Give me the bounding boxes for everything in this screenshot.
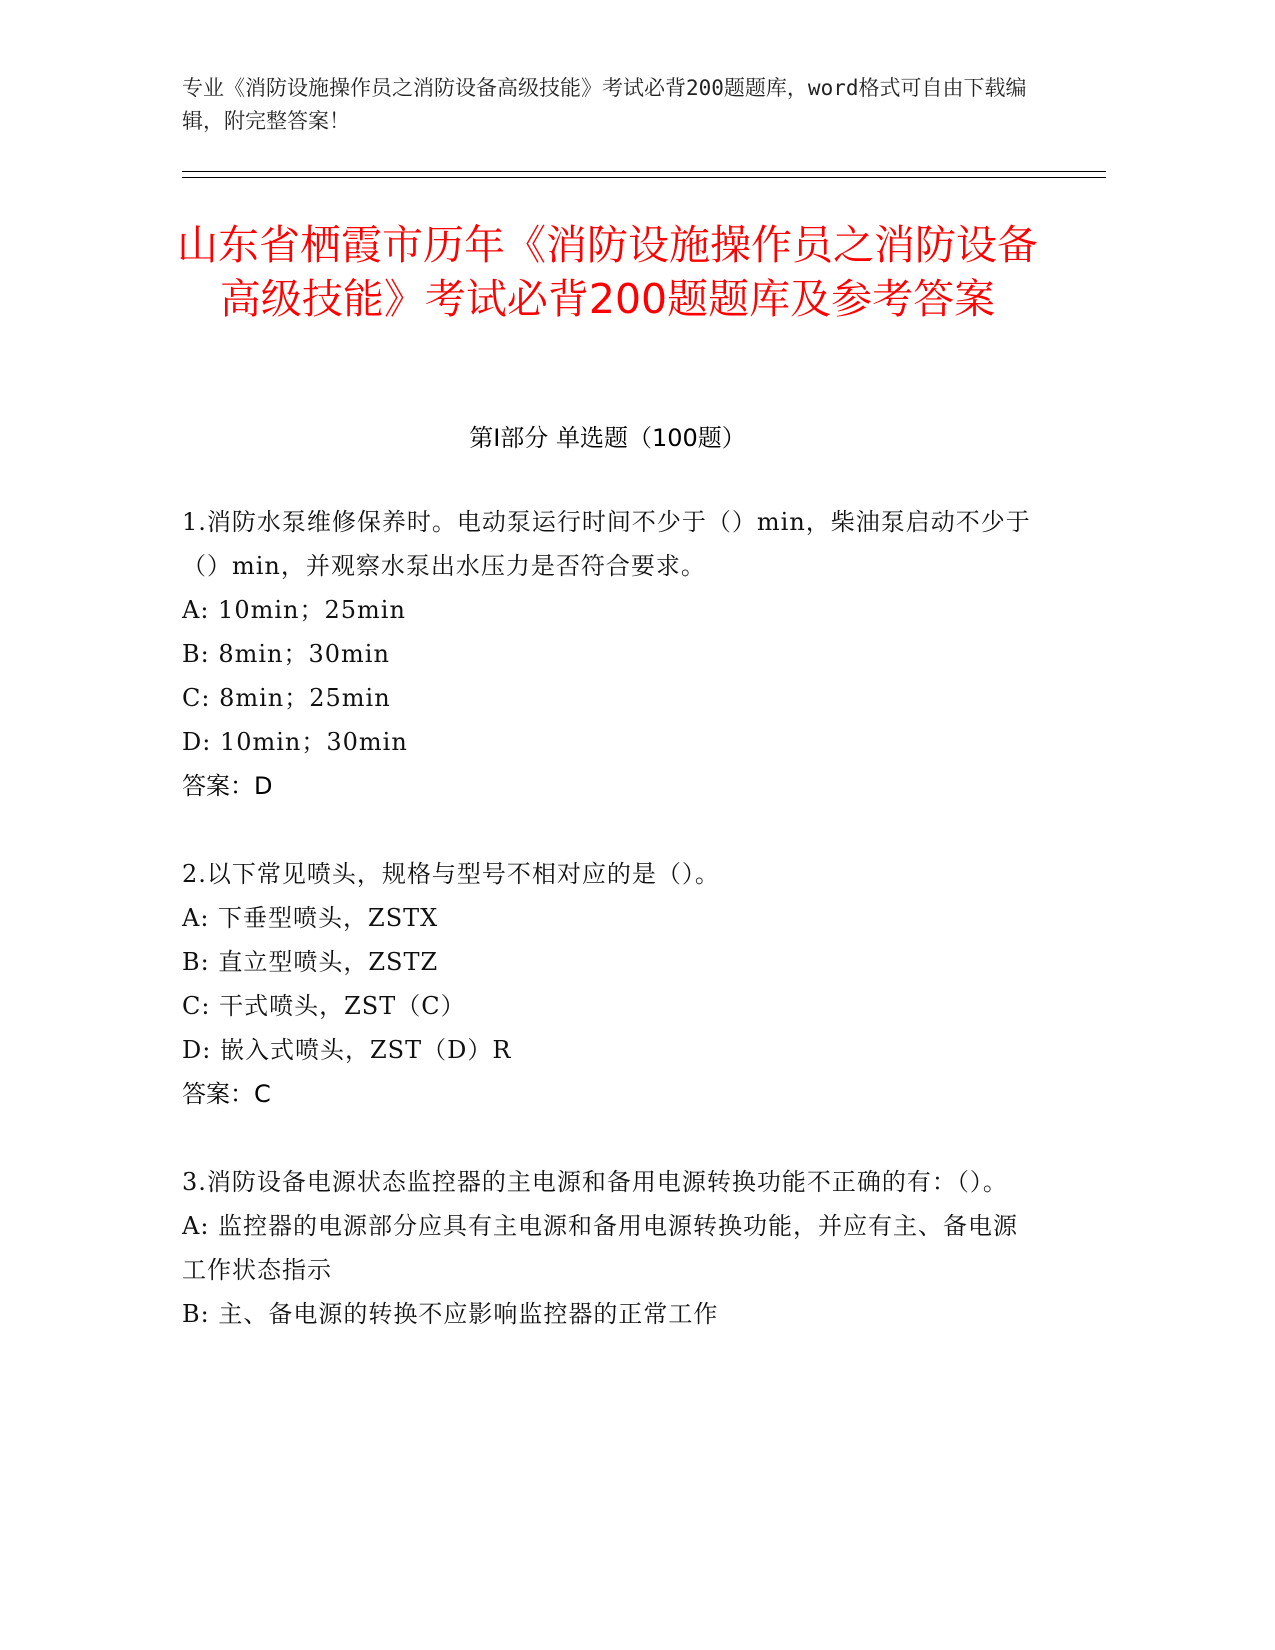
- option-c: C: 干式喷头，ZST（C）: [182, 992, 466, 1020]
- question-stem: 3.消防设备电源状态监控器的主电源和备用电源转换功能不正确的有：（）。: [182, 1168, 1008, 1196]
- question-2: [182, 852, 1042, 1116]
- option-d: D: 嵌入式喷头，ZST（D）R: [182, 1036, 512, 1064]
- document-title: 山东省栖霞市历年《消防设施操作员之消防设备高级技能》考试必背200题题库及参考答案: [177, 221, 1038, 323]
- question-list: [182, 500, 1042, 1380]
- header-note: 专业《消防设施操作员之消防设备高级技能》考试必背200题题库，word格式可自由下载编辑，附完整答案！: [182, 76, 1027, 133]
- option-c: C: 8min；25min: [182, 684, 391, 712]
- option-a: A: 下垂型喷头，ZSTX: [182, 904, 439, 932]
- question-3: [182, 1160, 1042, 1336]
- answer: 答案：D: [182, 772, 273, 800]
- header-divider-bottom: [182, 177, 1106, 178]
- question-stem: 2.以下常见喷头，规格与型号不相对应的是（）。: [182, 860, 720, 888]
- answer: 答案：C: [182, 1080, 271, 1108]
- option-b: B: 8min；30min: [182, 640, 390, 668]
- option-b: B: 主、备电源的转换不应影响监控器的正常工作: [182, 1300, 719, 1328]
- question-stem: 1.消防水泵维修保养时。电动泵运行时间不少于（）min，柴油泵启动不少于（）min，并观察水泵出水压力是否符合要求。: [182, 508, 1031, 580]
- option-a: A: 10min；25min: [182, 596, 406, 624]
- header-divider-top: [182, 171, 1106, 172]
- option-d: D: 10min；30min: [182, 728, 408, 756]
- option-b: B: 直立型喷头，ZSTZ: [182, 948, 439, 976]
- option-a: A: 监控器的电源部分应具有主电源和备用电源转换功能，并应有主、备电源工作状态指示: [182, 1212, 1019, 1284]
- section-heading: 第Ⅰ部分 单选题（100题）: [469, 424, 746, 452]
- question-1: [182, 500, 1042, 808]
